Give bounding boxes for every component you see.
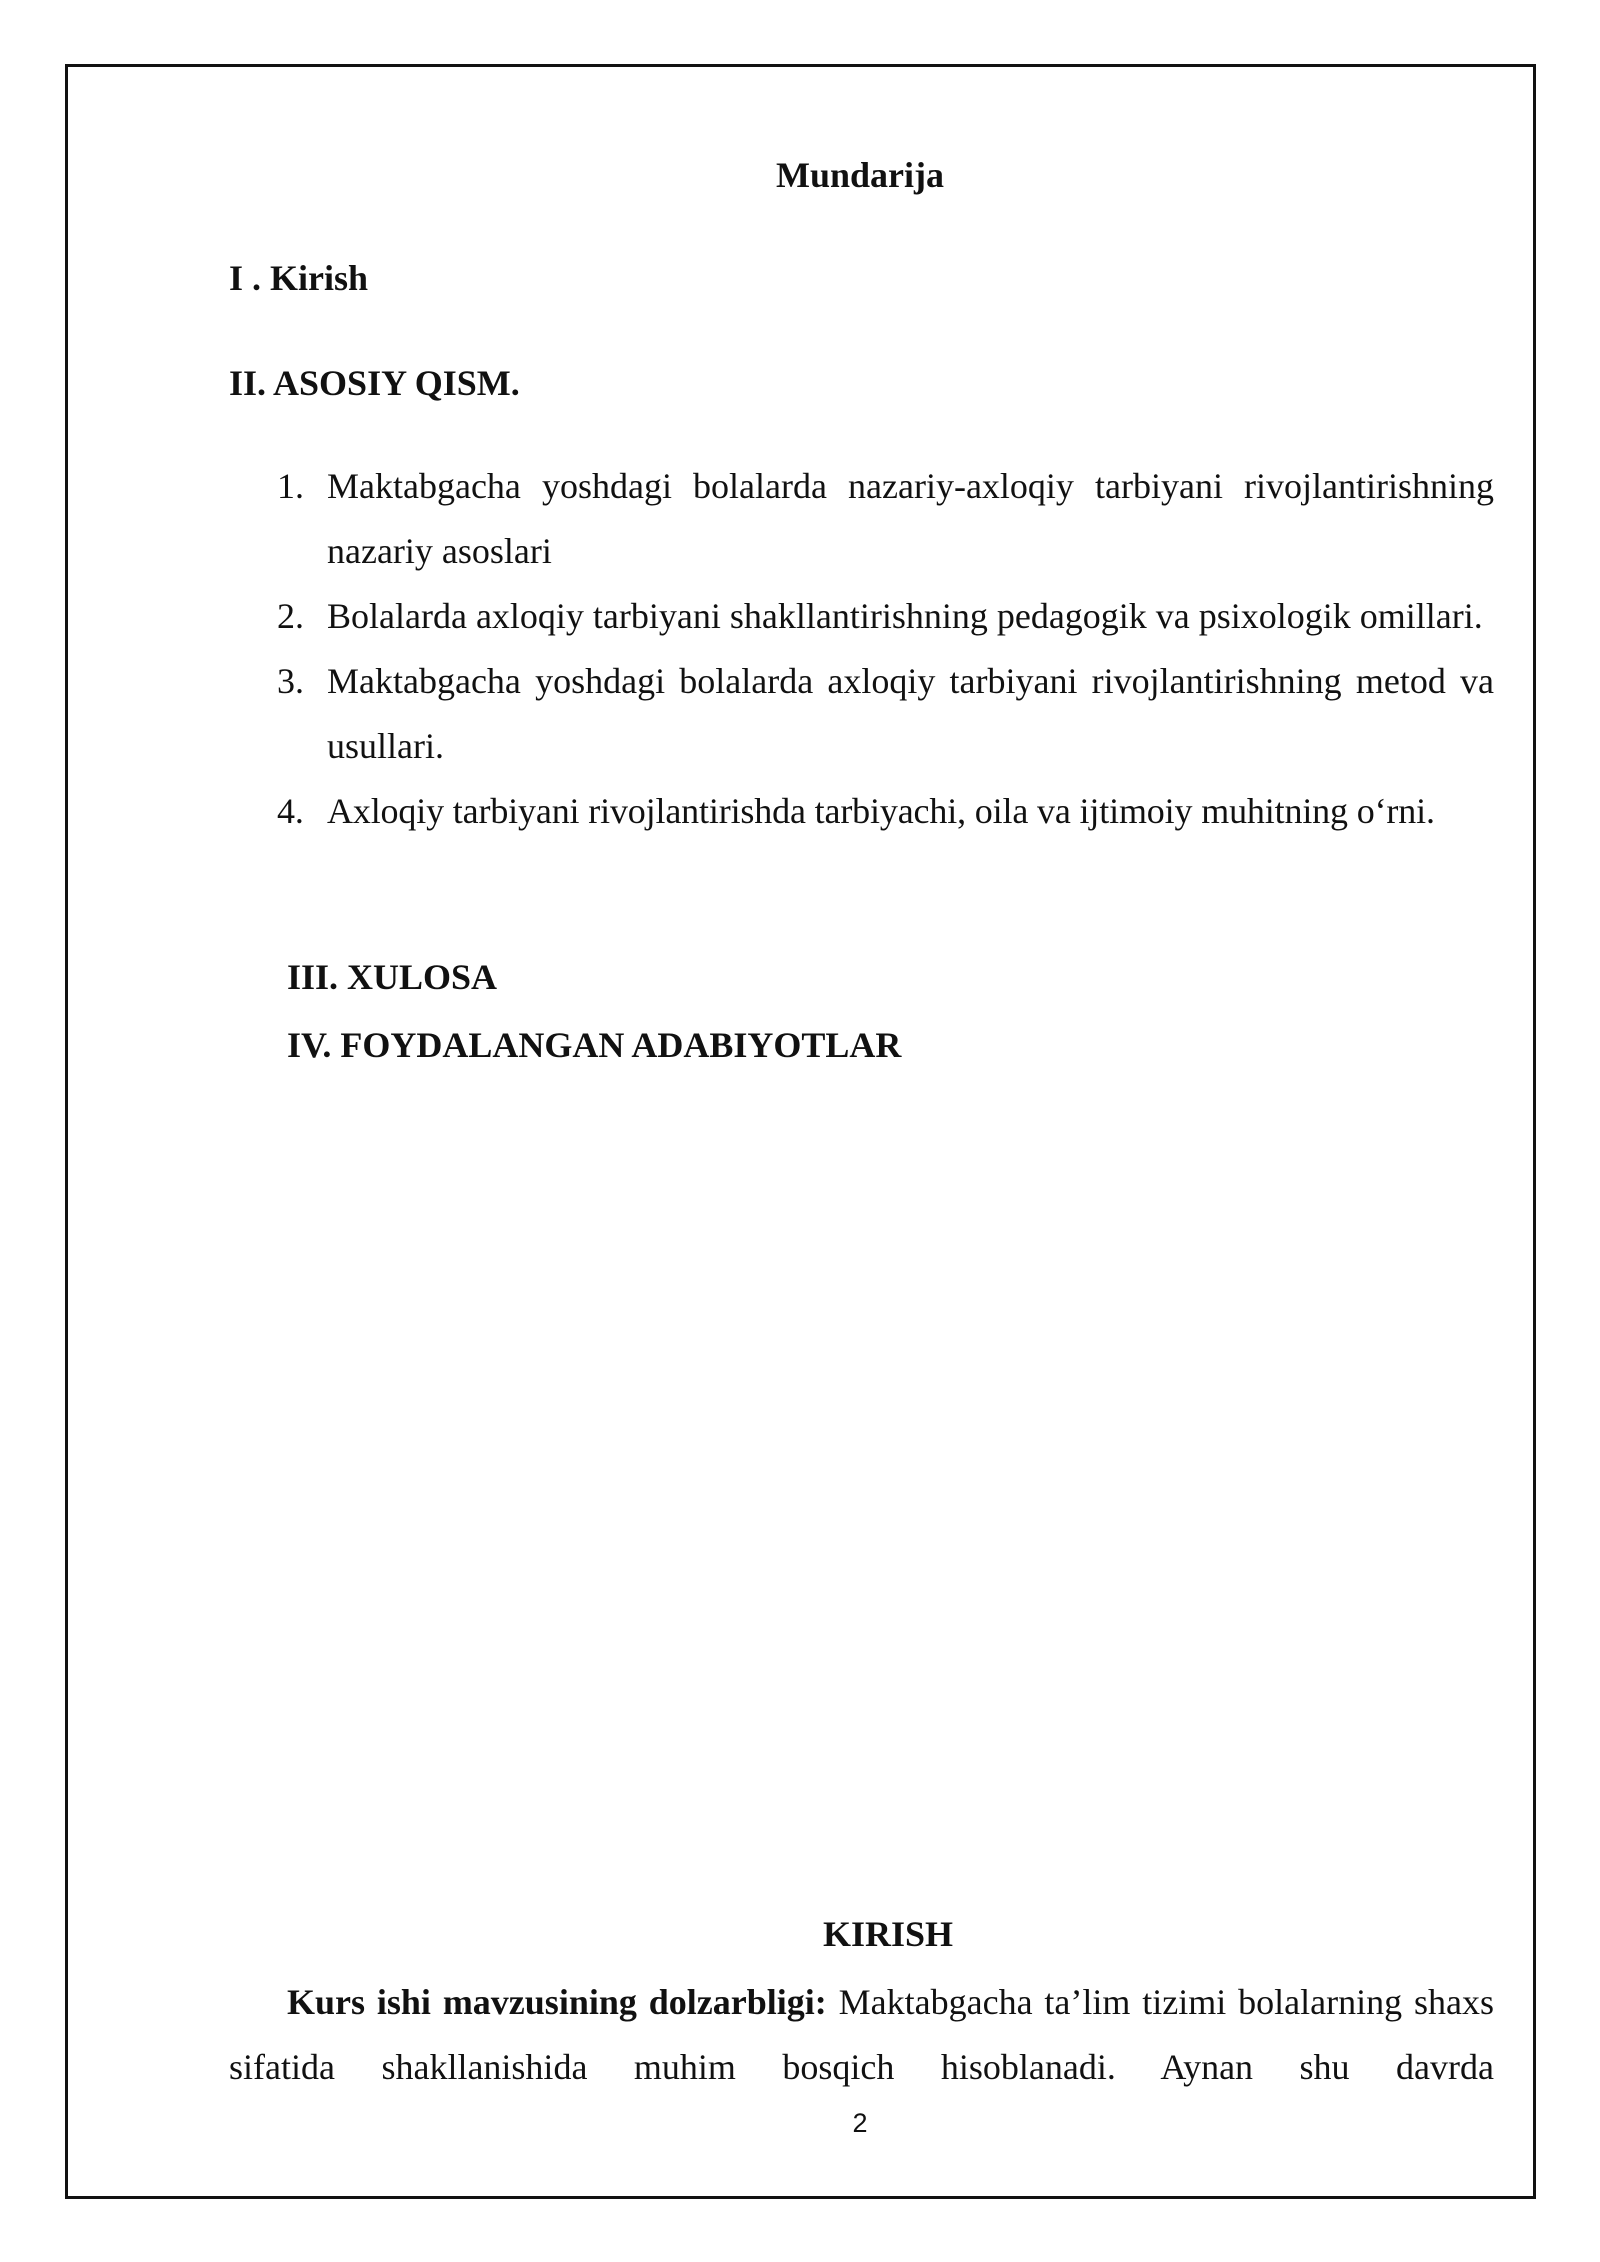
toc-item-text: Maktabgacha yoshdagi bolalarda axloqiy tarbiyani rivojlantirishning metod va usullari. (327, 661, 1494, 766)
toc-item-number: 1. (277, 466, 304, 506)
toc-item-number: 2. (277, 596, 304, 636)
toc-section-asosiy-qism: II. ASOSIY QISM. (229, 363, 520, 403)
toc-section-kirish: I . Kirish (229, 258, 369, 298)
page-number: 2 (852, 2108, 868, 2138)
toc-section-adabiyotlar: IV. FOYDALANGAN ADABIYOTLAR (287, 1025, 902, 1065)
intro-text: Maktabgacha ta’lim tizimi bolalarning shaxs sifatida shakllanishida muhim bosqich hisoblanadi. Aynan shu davrda (229, 1982, 1494, 2087)
intro-paragraph (229, 1970, 1494, 2100)
intro-lead: Kurs ishi mavzusining dolzarbligi: (287, 1982, 827, 2022)
toc-item-text: Bolalarda axloqiy tarbiyani shakllantirishning pedagogik va psixologik omillari. (327, 596, 1483, 636)
toc-title: Mundarija (775, 155, 944, 195)
toc-item-number: 4. (277, 791, 304, 831)
toc-item (272, 454, 1494, 584)
intro-heading: KIRISH (822, 1914, 954, 1954)
toc-item (272, 584, 1494, 649)
toc-item (272, 779, 1494, 844)
toc-item-text: Maktabgacha yoshdagi bolalarda nazariy-axloqiy tarbiyani rivojlantirishning nazariy asoslari (327, 466, 1494, 571)
toc-list (272, 454, 1494, 844)
toc-item-number: 3. (277, 661, 304, 701)
toc-section-xulosa: III. XULOSA (287, 957, 498, 997)
toc-item-text: Axloqiy tarbiyani rivojlantirishda tarbiyachi, oila va ijtimoiy muhitning o‘rni. (327, 791, 1435, 831)
toc-item (272, 649, 1494, 779)
